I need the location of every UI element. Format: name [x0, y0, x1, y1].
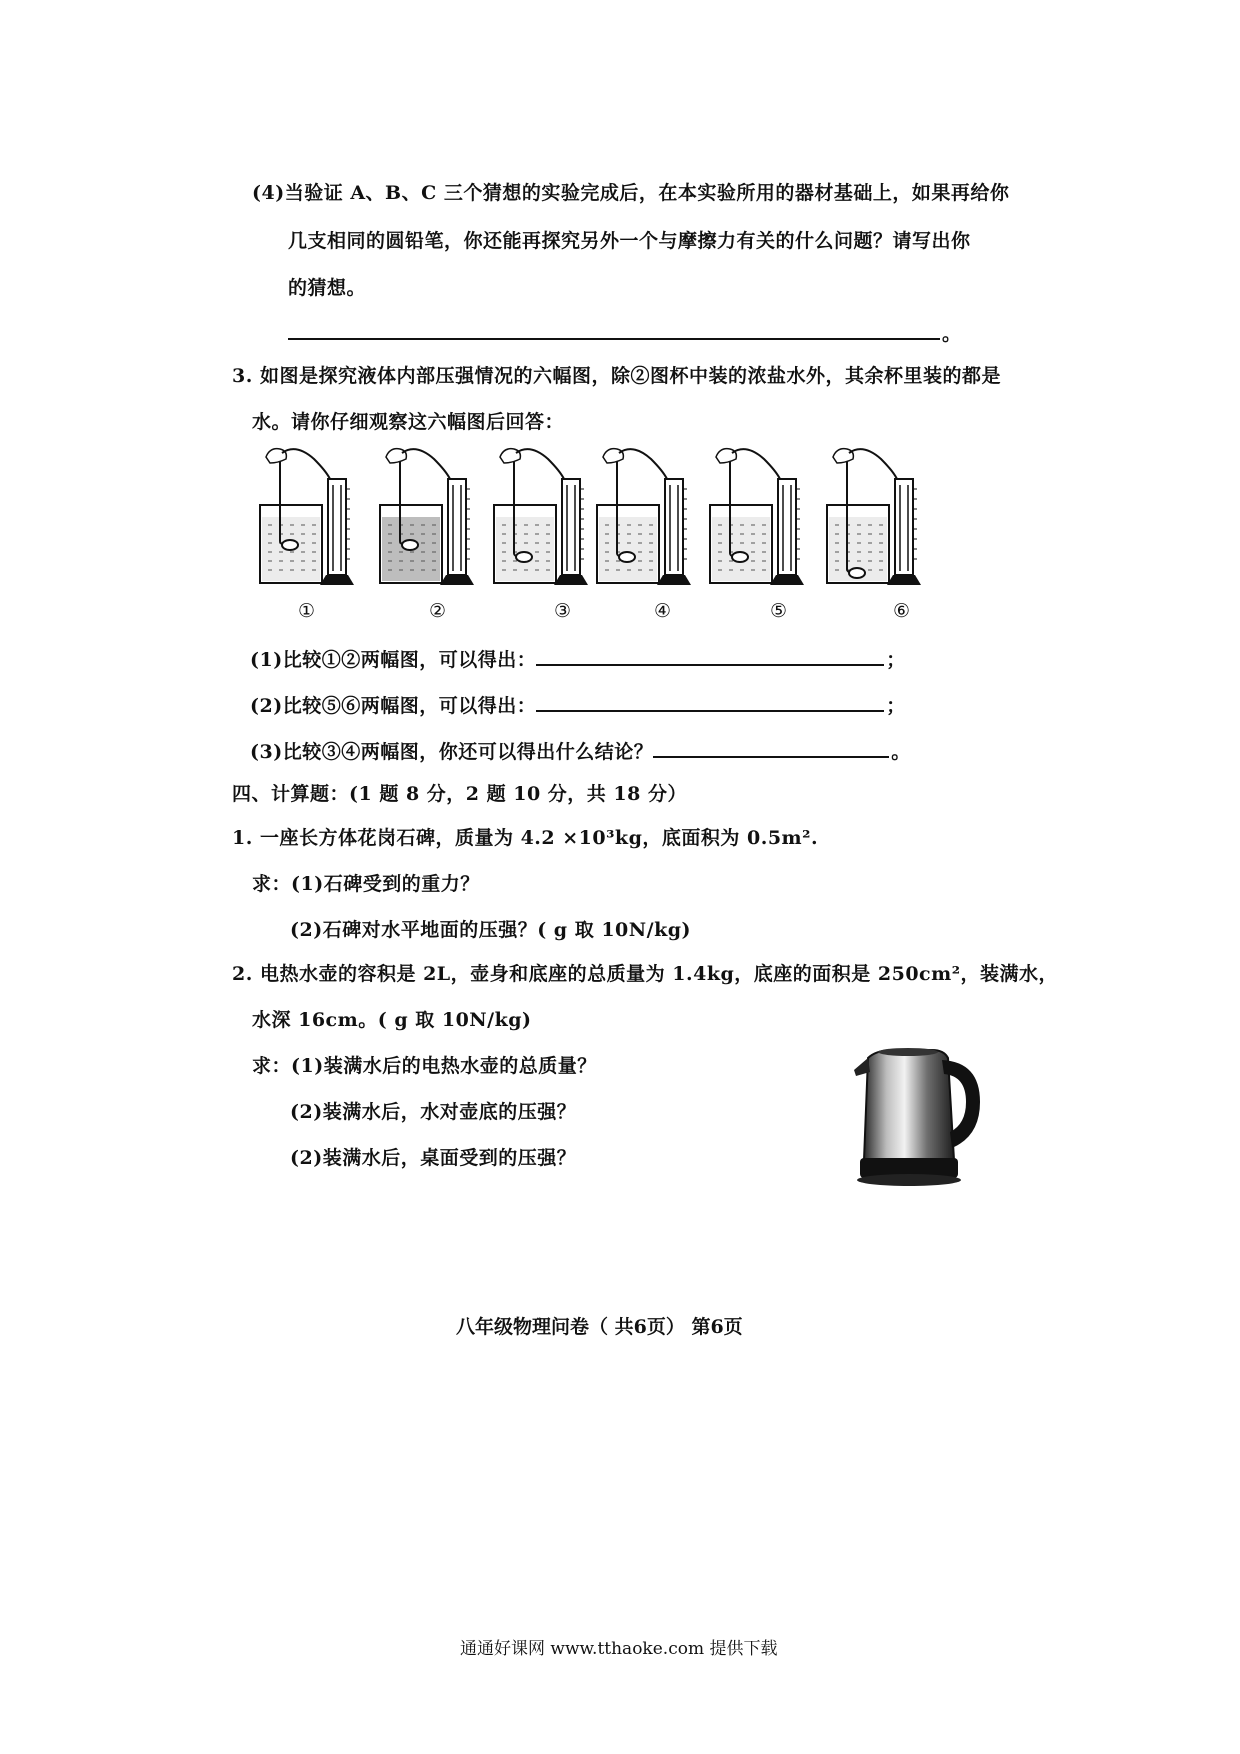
- figure-label-3: ③: [554, 600, 572, 622]
- manometer-stand: [770, 575, 804, 585]
- apparatus-panel-1: [260, 449, 354, 585]
- probe-head: [619, 552, 635, 562]
- q3-sub1-end: ；: [886, 649, 906, 671]
- problem2-ask3: (2)装满水后，桌面受到的压强？: [290, 1147, 577, 1169]
- q3-sub3-blank[interactable]: [653, 738, 889, 758]
- figure-label-5: ⑤: [770, 600, 788, 622]
- liquid: [599, 517, 657, 581]
- liquid: [712, 517, 770, 581]
- hand-icon: [500, 449, 520, 463]
- download-credit: 通通好课网 www.tthaoke.com 提供下载: [460, 1639, 778, 1659]
- hose: [402, 449, 450, 479]
- manometer-stand: [554, 575, 588, 585]
- q3-sub1-blank[interactable]: [536, 646, 884, 666]
- problem2-ask1: 求：(1)装满水后的电热水壶的总质量？: [252, 1055, 597, 1077]
- manometer: [778, 479, 796, 575]
- hose: [516, 449, 564, 479]
- q3-sub1-text: (1)比较①②两幅图，可以得出：: [250, 649, 537, 671]
- q3-sub1: [250, 646, 906, 672]
- apparatus-panel-5: [710, 449, 804, 585]
- manometer-stand: [440, 575, 474, 585]
- hose: [282, 449, 330, 479]
- figure-label-2: ②: [429, 600, 447, 622]
- manometer: [328, 479, 346, 575]
- q2-part4-line1: (4)当验证 A、B、C 三个猜想的实验完成后，在本实验所用的器材基础上，如果再给你: [252, 182, 1010, 204]
- hose: [732, 449, 780, 479]
- problem1-ask1: 求：(1)石碑受到的重力？: [252, 873, 480, 895]
- hand-icon: [716, 449, 736, 463]
- electric-kettle-image: [846, 1040, 986, 1200]
- problem1-statement: 1. 一座长方体花岗石碑，质量为 4.2 ×10³kg，底面积为 0.5m².: [232, 827, 819, 849]
- hose: [619, 449, 667, 479]
- problem1-ask2: (2)石碑对水平地面的压强？( g 取 10N/kg): [290, 919, 692, 941]
- q3-sub2: [250, 692, 906, 718]
- manometer: [448, 479, 466, 575]
- kettle-icon: [846, 1040, 986, 1200]
- figure-label-4: ④: [654, 600, 672, 622]
- q3-sub2-text: (2)比较⑤⑥两幅图，可以得出：: [250, 695, 537, 717]
- apparatus-panel-6: [827, 449, 921, 585]
- q3-line1: 3. 如图是探究液体内部压强情况的六幅图，除②图杯中装的浓盐水外，其余杯里装的都是: [232, 365, 1001, 387]
- apparatus-panel-4: [597, 449, 691, 585]
- q3-sub3-end: 。: [891, 741, 911, 763]
- manometer: [562, 479, 580, 575]
- q3-sub2-end: ；: [886, 695, 906, 717]
- answer-end-mark: 。: [942, 323, 962, 345]
- apparatus-panel-3: [494, 449, 588, 585]
- q3-sub3: [250, 738, 911, 764]
- figure-label-6: ⑥: [893, 600, 911, 622]
- q2-part4-answer[interactable]: [288, 320, 962, 346]
- page-footer: 八年级物理问卷（ 共6页） 第6页: [456, 1316, 743, 1338]
- hand-icon: [603, 449, 623, 463]
- apparatus-panel-2: [380, 449, 474, 585]
- hand-icon: [833, 449, 853, 463]
- hand-icon: [266, 449, 286, 463]
- section4-heading: 四、计算题：(1 题 8 分，2 题 10 分，共 18 分）: [232, 783, 687, 805]
- q2-part4-line2: 几支相同的圆铅笔，你还能再探究另外一个与摩擦力有关的什么问题？请写出你: [288, 230, 971, 252]
- q3-line2: 水。请你仔细观察这六幅图后回答：: [252, 411, 565, 433]
- hose: [849, 449, 897, 479]
- probe-head: [516, 552, 532, 562]
- q3-sub3-text: (3)比较③④两幅图，你还可以得出什么结论？: [250, 741, 654, 763]
- probe-head: [732, 552, 748, 562]
- manometer-stand: [657, 575, 691, 585]
- manometer-stand: [320, 575, 354, 585]
- figure-label-1: ①: [298, 600, 316, 622]
- problem2-ask2: (2)装满水后，水对壶底的压强？: [290, 1101, 577, 1123]
- problem2-line2: 水深 16cm。( g 取 10N/kg): [252, 1009, 532, 1031]
- probe-head: [849, 568, 865, 578]
- manometer: [895, 479, 913, 575]
- q2-part4-line3: 的猜想。: [288, 277, 367, 299]
- manometer-stand: [887, 575, 921, 585]
- hand-icon: [386, 449, 406, 463]
- answer-blank[interactable]: [288, 320, 940, 340]
- liquid-pressure-figure: [248, 445, 968, 625]
- probe-head: [282, 540, 298, 550]
- liquid-pressure-diagram: [248, 445, 968, 595]
- liquid: [496, 517, 554, 581]
- manometer: [665, 479, 683, 575]
- probe-head: [402, 540, 418, 550]
- problem2-line1: 2. 电热水壶的容积是 2L，壶身和底座的总质量为 1.4kg，底座的面积是 250cm²，装满水，: [232, 963, 1059, 985]
- q3-sub2-blank[interactable]: [536, 692, 884, 712]
